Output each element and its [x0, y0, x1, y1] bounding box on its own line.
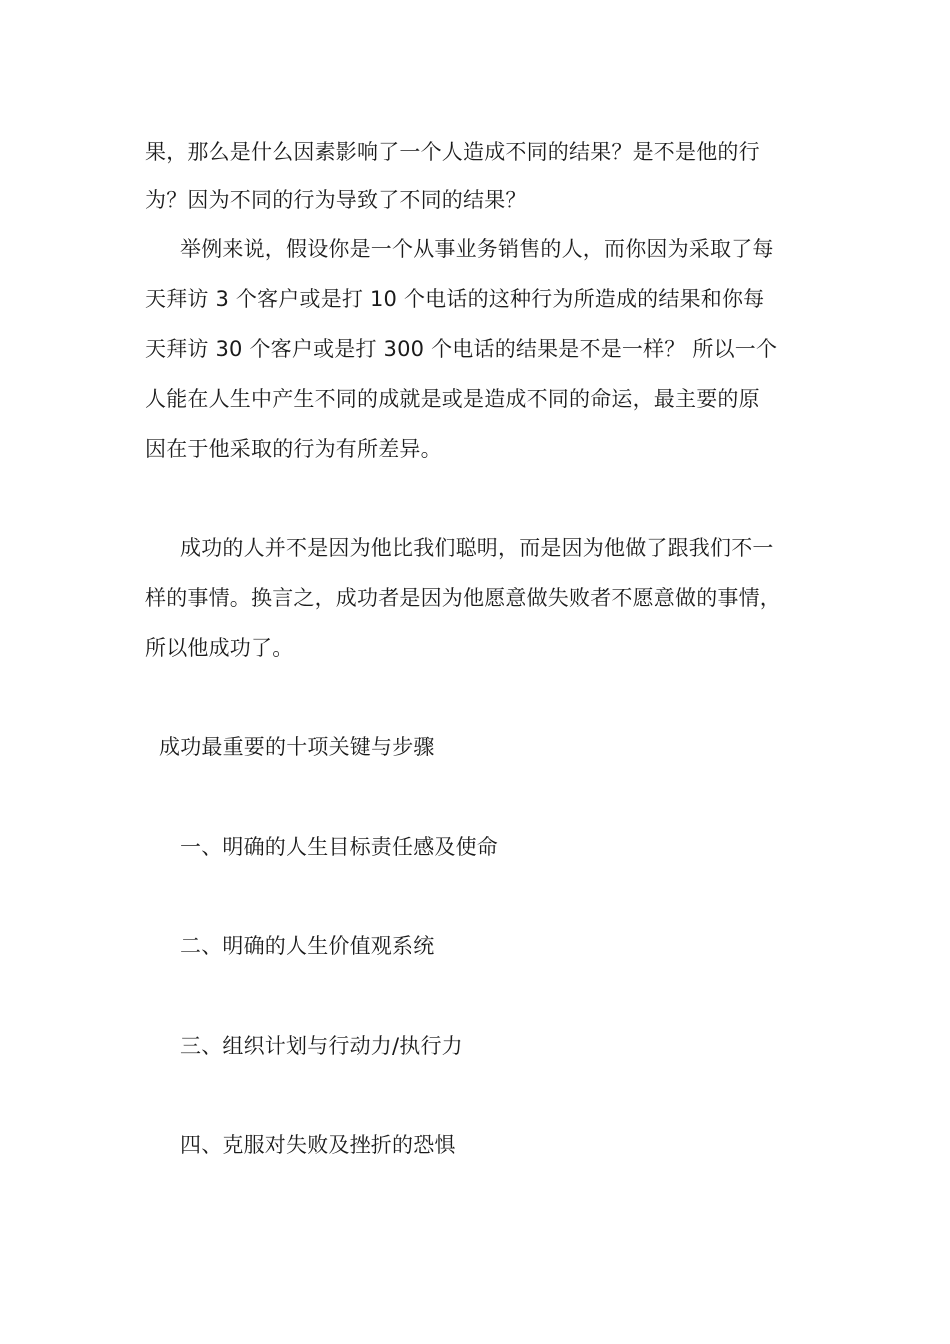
list-item: 三、组织计划与行动力/执行力 [180, 1034, 463, 1058]
paragraph-line: 果，那么是什么因素影响了一个人造成不同的结果？是不是他的行 [145, 140, 760, 164]
section-heading: 成功最重要的十项关键与步骤 [159, 735, 435, 759]
paragraph-line: 为？因为不同的行为导致了不同的结果？ [145, 188, 527, 212]
list-item: 一、明确的人生目标责任感及使命 [180, 835, 498, 859]
paragraph-line: 天拜访 3 个客户或是打 10 个电话的这种行为所造成的结果和你每 [145, 287, 765, 311]
paragraph-line: 人能在人生中产生不同的成就是或是造成不同的命运，最主要的原 [145, 387, 760, 411]
paragraph-line: 所以他成功了。 [145, 636, 294, 660]
paragraph-line: 举例来说，假设你是一个从事业务销售的人，而你因为采取了每 [180, 237, 774, 261]
list-item: 二、明确的人生价值观系统 [180, 934, 435, 958]
list-item: 四、克服对失败及挫折的恐惧 [180, 1133, 456, 1157]
paragraph-line: 因在于他采取的行为有所差异。 [145, 437, 442, 461]
paragraph-line: 成功的人并不是因为他比我们聪明，而是因为他做了跟我们不一 [180, 536, 774, 560]
paragraph-line: 天拜访 30 个客户或是打 300 个电话的结果是不是一样？ 所以一个 [145, 337, 778, 361]
paragraph-line: 样的事情。换言之，成功者是因为他愿意做失败者不愿意做的事情， [145, 586, 781, 610]
